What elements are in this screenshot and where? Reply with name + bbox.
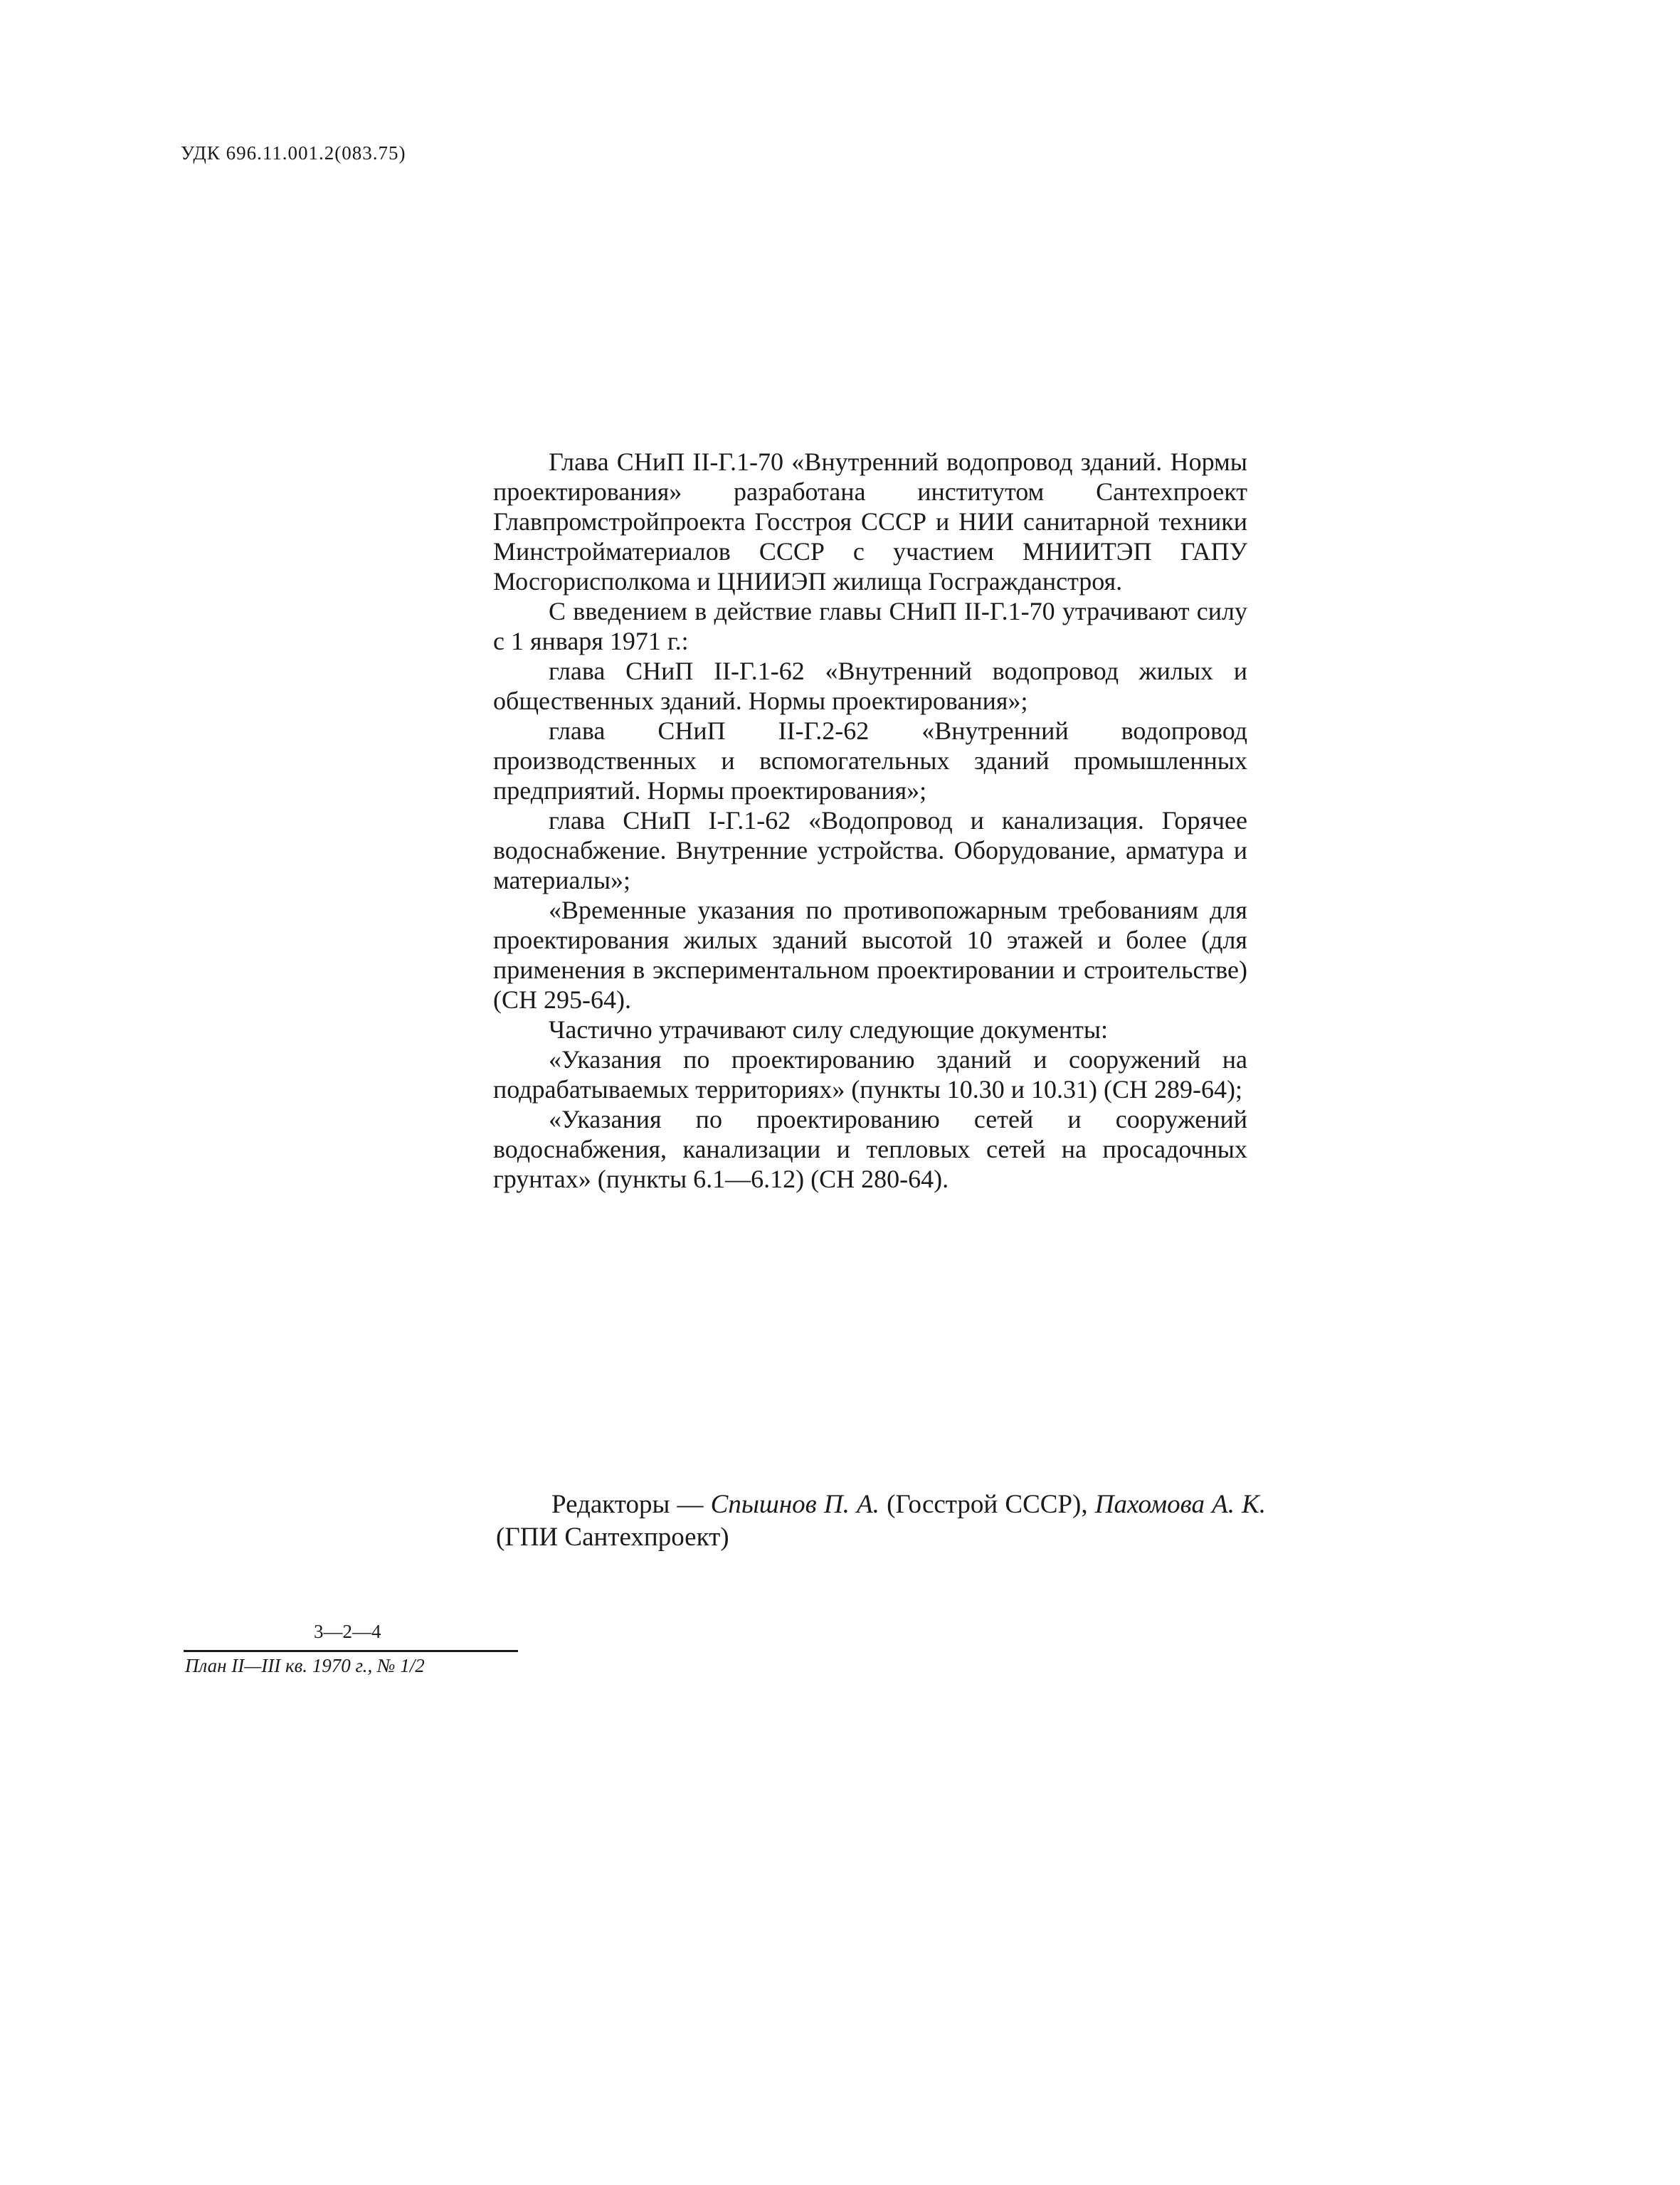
paragraph: глава СНиП I-Г.1-62 «Водопровод и канализация. Горячее водоснабжение. Внутренние устройства. Оборудование, арматура и материалы»; (493, 806, 1247, 894)
editors-block (496, 1488, 1266, 1554)
print-code: 3—2—4 (314, 1621, 381, 1642)
paragraph: «Указания по проектированию сетей и сооружений водоснабжения, канализации и тепловых сетей на просадочных грунтах» (пункты 6.1—6.12) (СН 280-64). (493, 1105, 1247, 1193)
paragraph: Частично утрачивают силу следующие документы: (549, 1015, 1109, 1044)
editor-name: Пахомова А. К. (1094, 1490, 1266, 1519)
editor-org: (ГПИ Сантехпроект) (496, 1523, 729, 1552)
paragraph: глава СНиП II-Г.2-62 «Внутренний водопровод производственных и вспомогательных зданий промышленных предприятий. Нормы проектирования»; (493, 716, 1247, 805)
paragraph: «Временные указания по противопожарным требованиям для проектирования жилых зданий высотой 10 этажей и более (для применения в экспериментальном проектировании и строительстве) (СН 295-64). (493, 896, 1247, 1014)
editors-line (496, 1488, 1266, 1554)
paragraph: Глава СНиП II-Г.1-70 «Внутренний водопровод зданий. Нормы проектирования» разработана институтом Сантехпроект Главпромстройпроекта Госстроя СССР и НИИ санитарной техники Минстройматериалов СССР с участием МНИИТЭП ГАПУ Мосгорисполкома и ЦНИИЭП жилища Госгражданстроя. (493, 448, 1247, 596)
udk-code: УДК 696.11.001.2(083.75) (181, 142, 406, 164)
editor-name: Спышнов П. А. (710, 1490, 879, 1519)
paragraph: глава СНиП II-Г.1-62 «Внутренний водопровод жилых и общественных зданий. Нормы проектирования»; (493, 657, 1247, 715)
editors-prefix: Редакторы — (551, 1490, 711, 1519)
divider (184, 1650, 518, 1652)
paragraph: С введением в действие главы СНиП II-Г.1-70 утрачивают силу с 1 января 1971 г.: (493, 597, 1247, 655)
document-body (493, 447, 1247, 1194)
publication-plan: План II—III кв. 1970 г., № 1/2 (185, 1655, 425, 1676)
editor-org: (Госстрой СССР), (879, 1490, 1095, 1519)
paragraph: «Указания по проектированию зданий и сооружений на подрабатываемых территориях» (пункты 10.30 и 10.31) (СН 289-64); (493, 1045, 1247, 1104)
